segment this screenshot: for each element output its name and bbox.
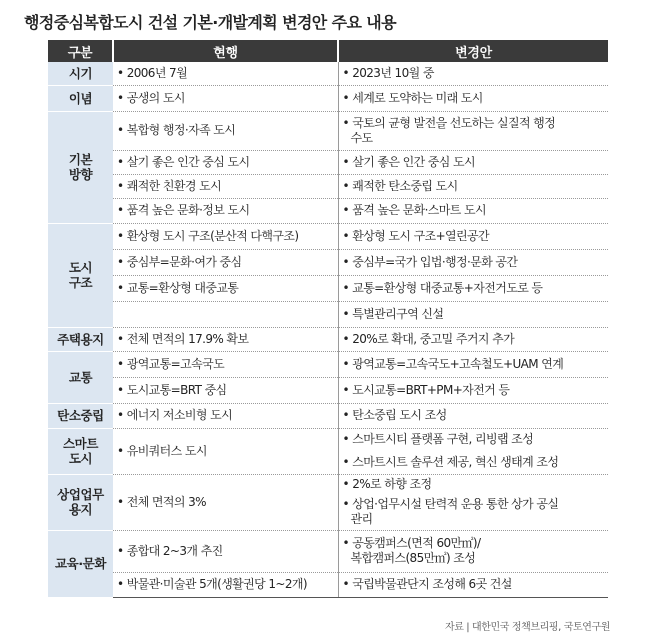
current-text: 박물관·미술관 5개(생활권당 1~2개) <box>126 577 307 591</box>
bullet: • <box>342 382 349 397</box>
table-row <box>48 275 608 301</box>
current-text: 복합형 행정·자족 도시 <box>126 123 236 137</box>
bullet: • <box>342 476 349 491</box>
bullet: • <box>342 178 349 193</box>
revised-cell <box>338 249 608 275</box>
comparison-table <box>48 40 608 598</box>
table-row <box>48 150 608 174</box>
table-row <box>48 62 608 85</box>
category-cell: 도시 구조 <box>48 223 113 327</box>
revised-cell <box>338 150 608 174</box>
revised-cell <box>338 327 608 351</box>
current-cell <box>113 530 338 572</box>
revised-cell <box>338 223 608 249</box>
revised-cell <box>338 85 608 111</box>
table-row <box>48 174 608 198</box>
table-row <box>48 111 608 150</box>
table-row <box>48 327 608 351</box>
current-text: 품격 높은 문화·정보 도시 <box>126 203 250 217</box>
bullet: • <box>117 494 124 509</box>
current-cell <box>113 62 338 85</box>
bullet: • <box>117 356 124 371</box>
current-text: 2006년 7월 <box>126 65 188 80</box>
revised-cell <box>338 474 608 494</box>
bullet: • <box>117 543 124 558</box>
bullet: • <box>342 280 349 295</box>
revised-text: 환상형 도시 구조+열린공간 <box>352 228 489 243</box>
bullet: • <box>117 382 124 397</box>
current-cell <box>113 377 338 403</box>
revised-text: 스마트시트 솔루션 제공, 혁신 생태계 조성 <box>352 454 559 469</box>
table-row <box>48 249 608 275</box>
category-cell: 스마트 도시 <box>48 428 113 474</box>
current-cell <box>113 150 338 174</box>
revised-text: 국토의 균형 발전을 선도하는 실질적 행정 수도 <box>350 115 556 145</box>
category-cell: 교통 <box>48 351 113 403</box>
current-cell <box>113 198 338 223</box>
bullet: • <box>117 254 124 269</box>
revised-text: 2023년 10월 중 <box>352 65 434 80</box>
revised-text: 교통=환상형 대중교통+자전거도로 등 <box>352 280 543 295</box>
current-cell <box>113 249 338 275</box>
bullet: • <box>117 408 124 422</box>
table-row <box>48 223 608 249</box>
bullet: • <box>117 280 124 295</box>
current-text: 쾌적한 친환경 도시 <box>126 178 222 193</box>
current-cell <box>113 174 338 198</box>
bullet: • <box>342 331 349 346</box>
header-revised: 변경안 <box>338 40 608 62</box>
bullet: • <box>342 115 349 130</box>
table-row <box>48 351 608 377</box>
revised-text: 광역교통=고속국도+고속철도+UAM 연계 <box>352 356 564 371</box>
category-cell: 기본 방향 <box>48 111 113 223</box>
bullet: • <box>117 228 124 243</box>
table-row <box>48 530 608 572</box>
revised-cell <box>338 377 608 403</box>
category-cell: 주택용지 <box>48 327 113 351</box>
table-row <box>48 403 608 428</box>
bullet: • <box>342 408 349 422</box>
revised-cell <box>338 428 608 451</box>
revised-text: 스마트시티 플랫폼 구현, 리빙랩 조성 <box>352 432 534 447</box>
revised-cell <box>338 572 608 597</box>
bullet: • <box>342 90 349 105</box>
header-category: 구분 <box>48 40 113 62</box>
bullet: • <box>342 254 349 269</box>
revised-cell <box>338 111 608 150</box>
bullet: • <box>342 356 349 371</box>
bullet: • <box>342 228 349 243</box>
bullet: • <box>117 203 124 217</box>
current-text: 전체 면적의 17.9% 확보 <box>126 331 249 346</box>
bullet: • <box>342 454 349 469</box>
category-cell: 상업업무 용지 <box>48 474 113 530</box>
current-text: 환상형 도시 구조(분산적 다핵구조) <box>126 228 299 243</box>
bullet: • <box>117 178 124 193</box>
bullet: • <box>117 65 124 80</box>
current-cell <box>113 301 338 327</box>
bullet: • <box>342 65 349 80</box>
revised-text: 상업·업무시설 탄력적 운용 통한 상가 공실 관리 <box>350 496 559 526</box>
revised-text: 세계로 도약하는 미래 도시 <box>352 90 483 105</box>
revised-cell <box>338 174 608 198</box>
bullet: • <box>117 90 124 105</box>
bullet: • <box>342 432 349 447</box>
current-cell <box>113 351 338 377</box>
current-text: 광역교통=고속국도 <box>126 356 225 371</box>
current-cell <box>113 572 338 597</box>
current-cell <box>113 327 338 351</box>
current-text: 유비쿼터스 도시 <box>126 443 207 458</box>
bullet: • <box>342 154 349 169</box>
category-cell: 탄소중립 <box>48 403 113 428</box>
current-text: 종합대 2~3개 추진 <box>126 543 223 558</box>
current-cell <box>113 474 338 530</box>
bullet: • <box>117 123 124 137</box>
table-row <box>48 377 608 403</box>
revised-text: 쾌적한 탄소중립 도시 <box>352 178 458 193</box>
table-row <box>48 428 608 451</box>
current-cell <box>113 403 338 428</box>
bullet: • <box>342 203 349 217</box>
current-cell <box>113 111 338 150</box>
current-cell <box>113 223 338 249</box>
bullet: • <box>117 443 124 458</box>
current-text: 중심부=문화·여가 중심 <box>126 254 242 269</box>
revised-text: 도시교통=BRT+PM+자전거 등 <box>352 382 510 397</box>
bullet: • <box>117 577 124 591</box>
bullet: • <box>342 577 349 591</box>
table-header-row <box>48 40 608 62</box>
current-text: 공생의 도시 <box>126 90 185 105</box>
page-title: 행정중심복합도시 건설 기본·개발계획 변경안 주요 내용 <box>24 13 397 32</box>
table-row <box>48 572 608 597</box>
current-cell <box>113 275 338 301</box>
bullet: • <box>117 154 124 169</box>
table-row <box>48 85 608 111</box>
current-text: 에너지 저소비형 도시 <box>126 408 233 422</box>
category-cell: 교육·문화 <box>48 530 113 597</box>
revised-cell <box>338 403 608 428</box>
bullet: • <box>342 306 349 321</box>
category-cell: 시기 <box>48 62 113 85</box>
revised-text: 공동캠퍼스(면적 60만㎡)/ 복합캠퍼스(85만㎡) 조성 <box>350 536 481 565</box>
table-row <box>48 198 608 223</box>
table-row <box>48 474 608 494</box>
revised-cell <box>338 198 608 223</box>
revised-text: 국립박물관단지 조성해 6곳 건설 <box>352 577 512 591</box>
revised-text: 20%로 확대, 중고밀 주거지 추가 <box>352 331 515 346</box>
source-note: 자료 | 대한민국 정책브리핑, 국토연구원 <box>444 622 610 633</box>
revised-cell <box>338 301 608 327</box>
current-text: 전체 면적의 3% <box>126 494 206 509</box>
bullet: • <box>342 496 349 511</box>
revised-text: 중심부=국가 입법·행정·문화 공간 <box>352 254 518 269</box>
revised-cell <box>338 275 608 301</box>
revised-cell <box>338 494 608 530</box>
bullet: • <box>117 331 124 346</box>
revised-text: 탄소중립 도시 조성 <box>352 408 447 422</box>
category-cell: 이념 <box>48 85 113 111</box>
revised-cell <box>338 62 608 85</box>
revised-cell <box>338 451 608 474</box>
revised-text: 특별관리구역 신설 <box>352 306 444 321</box>
revised-text: 품격 높은 문화·스마트 도시 <box>352 203 486 217</box>
current-cell <box>113 428 338 474</box>
revised-text: 살기 좋은 인간 중심 도시 <box>352 154 475 169</box>
table-row <box>48 301 608 327</box>
current-text: 도시교통=BRT 중심 <box>126 382 227 397</box>
current-text: 교통=환상형 대중교통 <box>126 280 239 295</box>
revised-cell <box>338 530 608 572</box>
revised-cell <box>338 351 608 377</box>
bullet: • <box>342 536 349 550</box>
header-current: 현행 <box>113 40 338 62</box>
revised-text: 2%로 하향 조정 <box>352 476 432 491</box>
current-cell <box>113 85 338 111</box>
current-text: 살기 좋은 인간 중심 도시 <box>126 154 250 169</box>
